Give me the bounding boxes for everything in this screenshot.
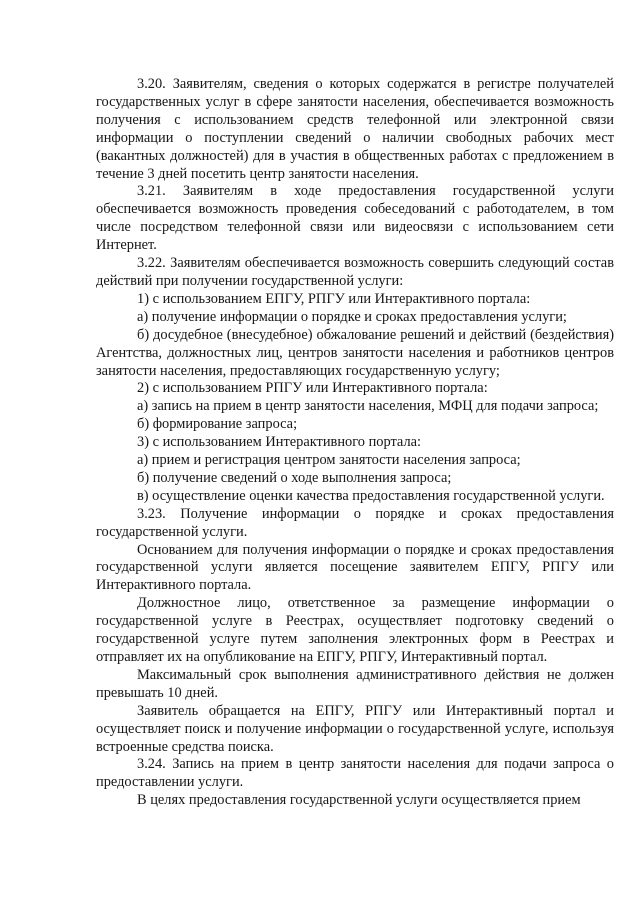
list-item-1: 1) с использованием ЕПГУ, РПГУ или Интерактивного портала:: [137, 290, 531, 307]
paragraph-final: В целях предоставления государственной услуги осуществляется прием: [137, 792, 581, 809]
list-item-3: 3) с использованием Интерактивного портала:: [137, 434, 422, 451]
list-item-1a: а) получение информации о порядке и сроках предоставления услуги;: [137, 308, 567, 325]
paragraph-3-22: 3.22. Заявителям обеспечивается возможность совершить следующий состав действий при получении государственной услуги:: [96, 255, 614, 289]
list-item-2a: а) запись на прием в центр занятости населения, МФЦ для подачи запроса;: [137, 398, 599, 415]
paragraph-basis: Основанием для получения информации о порядке и сроках предоставления государственной услуги является посещение заявителем ЕПГУ, РПГУ или Интерактивного портала.: [96, 541, 614, 594]
document-page: [96, 76, 614, 810]
paragraph-3-20: 3.20. Заявителям, сведения о которых содержатся в регистре получателей государственных услуг в сфере занятости населения, обеспечивается возможность получения с использованием средств телефонной или электронной связи информации о поступлении сведений о наличии свободных рабочих мест (вакантных должностей) для в участия в общественных работах с предложением в течение 3 дней посетить центр занятости населения.: [96, 76, 614, 182]
list-item-3b: б) получение сведений о ходе выполнения запроса;: [137, 469, 452, 486]
list-item-2: 2) с использованием РПГУ или Интерактивного портала:: [137, 380, 488, 397]
paragraph-3-24: 3.24. Запись на прием в центр занятости населения для подачи запроса о предоставлении услуги.: [96, 756, 614, 791]
paragraph-applicant: Заявитель обращается на ЕПГУ, РПГУ или Интерактивный портал и осуществляет поиск и получение информации о государственной услуге, используя встроенные средства поиска.: [96, 702, 614, 755]
list-item-3c: в) осуществление оценки качества предоставления государственной услуги.: [137, 487, 605, 504]
list-item-1b: б) досудебное (внесудебное) обжалование решений и действий (бездействия) Агентства, должностных лиц, центров занятости населения и работников центров занятости населения, предоставляющих государственную услугу;: [96, 326, 614, 379]
paragraph-3-21: 3.21. Заявителям в ходе предоставления государственной услуги обеспечивается возможность проведения собеседований с работодателем, в том числе посредством телефонной связи или видеосвязи с использованием сети Интернет.: [96, 183, 614, 254]
paragraph-3-23: 3.23. Получение информации о порядке и сроках предоставления государственной услуги.: [96, 505, 614, 540]
paragraph-max-term: Максимальный срок выполнения административного действия не должен превышать 10 дней.: [96, 666, 614, 701]
paragraph-official: Должностное лицо, ответственное за размещение информации о государственной услуге в Реестрах, осуществляет подготовку сведений о государственной услуге путем заполнения электронных форм в Реестрах и отправляет их на опубликование на ЕПГУ, РПГУ, Интерактивный портал.: [96, 595, 614, 665]
list-item-3a: а) прием и регистрация центром занятости населения запроса;: [137, 452, 521, 469]
list-item-2b: б) формирование запроса;: [137, 416, 298, 433]
